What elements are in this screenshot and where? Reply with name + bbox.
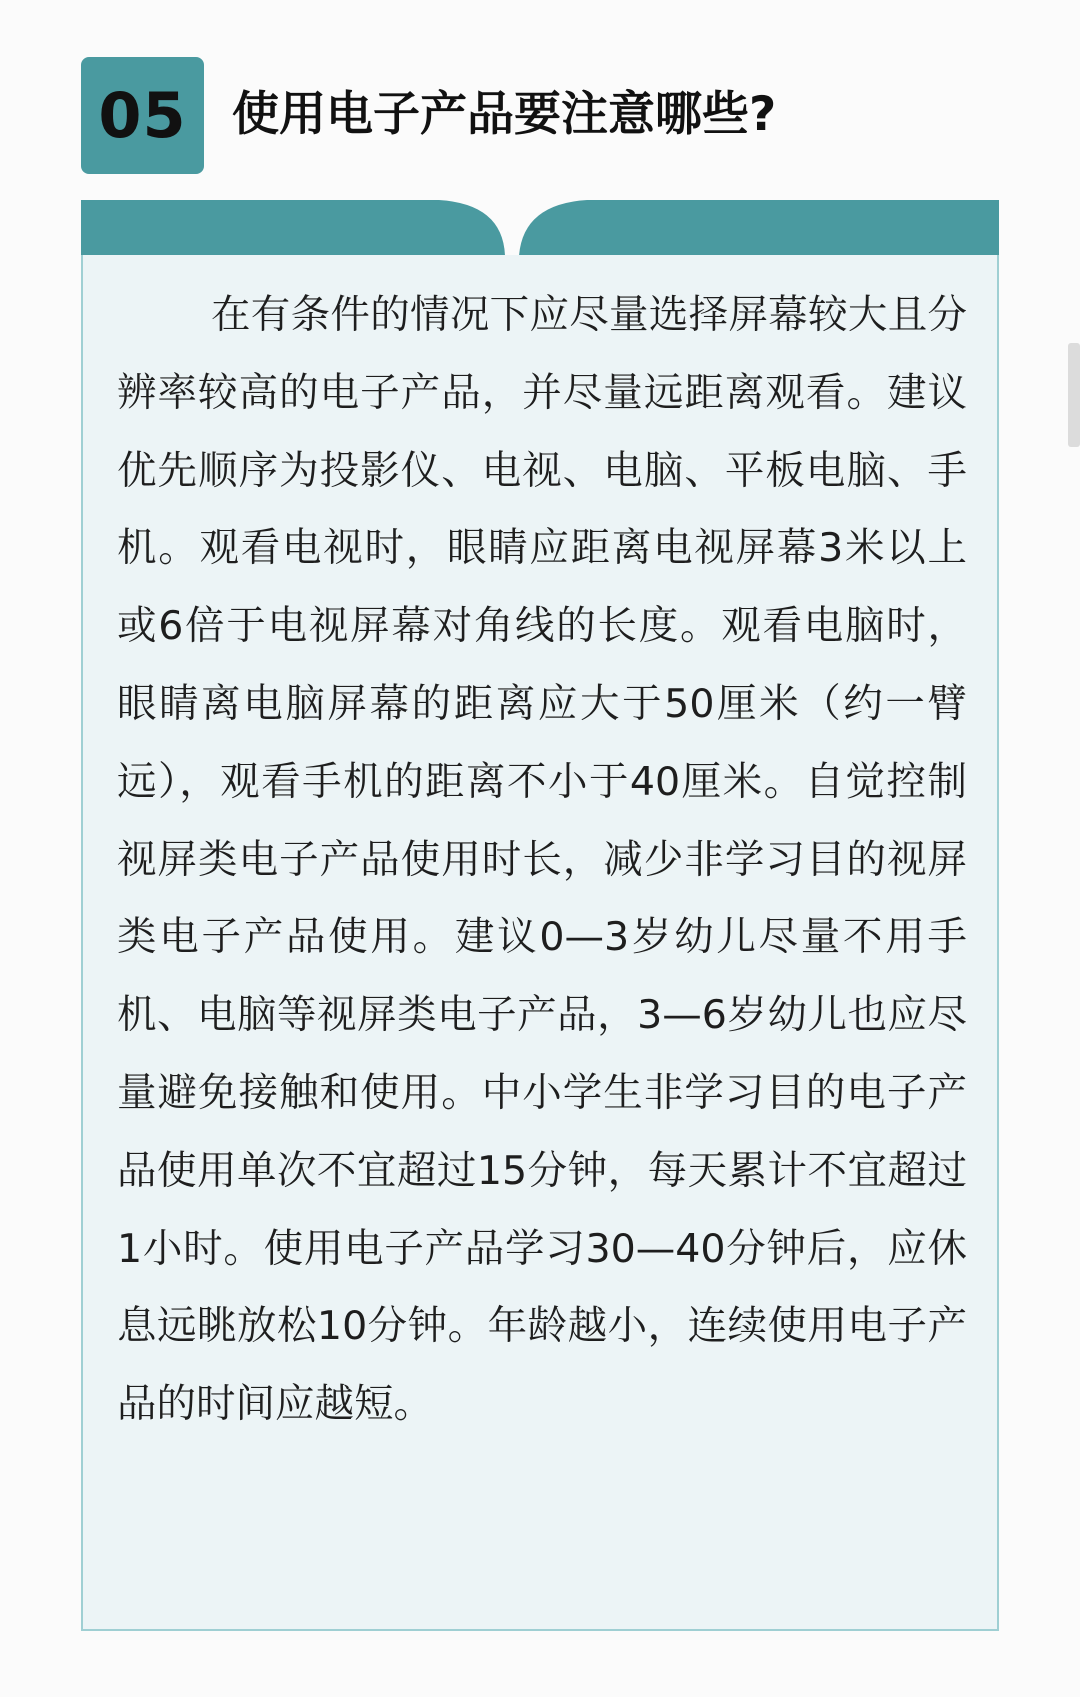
content-card [81,200,999,1631]
section-title: 使用电子产品要注意哪些? [232,87,777,142]
open-book-header [81,200,999,256]
section-number-badge [81,57,204,174]
card-body [81,255,999,1631]
section-number: 05 [98,79,187,152]
scrollbar-thumb[interactable] [1068,343,1080,447]
body-paragraph: 在有条件的情况下应尽量选择屏幕较大且分辨率较高的电子产品，并尽量远距离观看。建议优先顺序为投影仪、电视、电脑、平板电脑、手机。观看电视时，眼睛应距离电视屏幕3米以上或6倍于电视屏幕对角线的长度。观看电脑时，眼睛离电脑屏幕的距离应大于50厘米（约一臂远），观看手机的距离不小于40厘米。自觉控制视屏类电子产品使用时长，减少非学习目的视屏类电子产品使用。建议0—3岁幼儿尽量不用手机、电脑等视屏类电子产品，3—6岁幼儿也应尽量避免接触和使用。中小学生非学习目的电子产品使用单次不宜超过15分钟，每天累计不宜超过1小时。使用电子产品学习30—40分钟后，应休息远眺放松10分钟。年龄越小，连续使用电子产品的时间应越短。 [117,292,967,1428]
